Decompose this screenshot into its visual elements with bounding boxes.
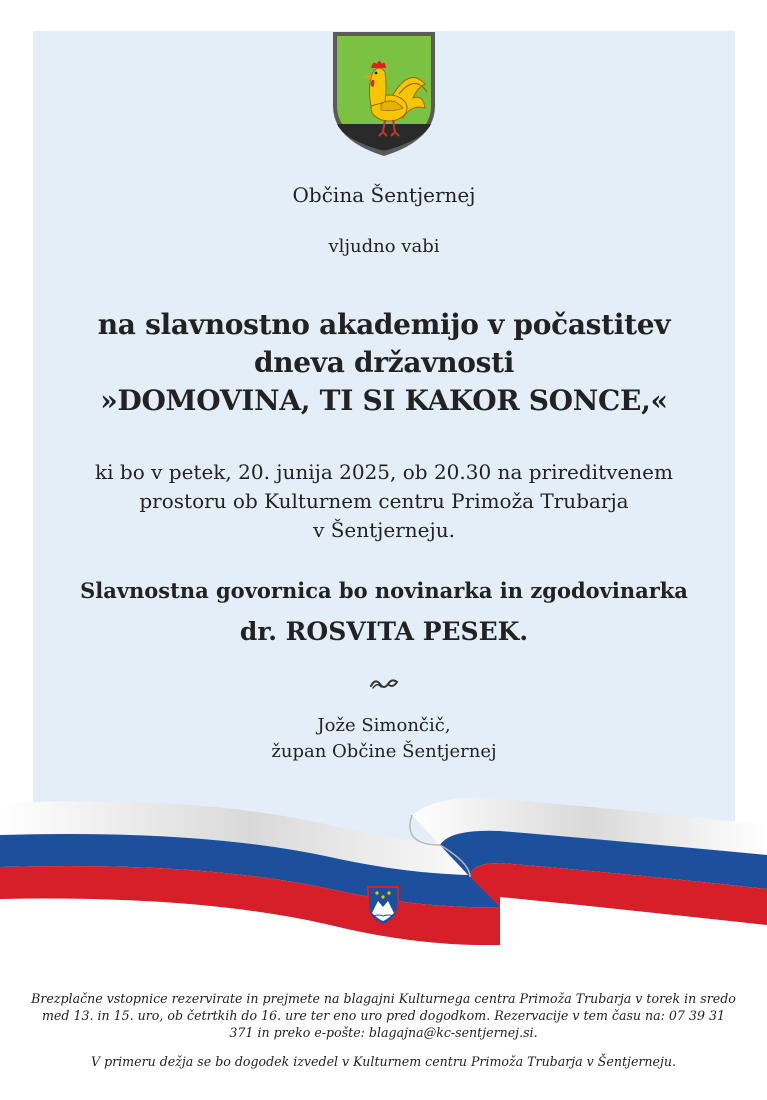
- ornament-icon: [369, 676, 399, 692]
- details-line-2: prostoru ob Kulturnem centru Primoža Trubarja: [139, 489, 629, 513]
- heading-line-2: dneva državnosti: [253, 346, 515, 379]
- details-line-3: v Šentjerneju.: [313, 518, 455, 542]
- event-heading: [33, 306, 735, 420]
- event-details: [33, 458, 735, 545]
- heading-line-1: na slavnostno akademijo v počastitev: [97, 308, 671, 341]
- invitation-phrase: vljudno vabi: [328, 236, 440, 257]
- coat-of-arms-rooster-icon: [329, 28, 439, 160]
- signer-name: Jože Simončič,: [317, 715, 451, 736]
- slovenian-flag-ribbon-icon: [0, 785, 767, 965]
- reservation-info: Brezplačne vstopnice rezervirate in prejmete na blagajni Kulturnega centra Primoža Trubarja v torek in sredo med 13. in 15. uro, ob četrtkih do 16. ure ter eno uro pred dogodkom. Rezervacije v tem času na: 07 39 31 371 in preko e-pošte: blagajna@kc-sentjernej.si.: [31, 991, 736, 1040]
- signature-block: [33, 713, 735, 765]
- speaker-intro: Slavnostna govornica bo novinarka in zgodovinarka: [80, 578, 688, 603]
- organization-name: Občina Šentjernej: [292, 183, 476, 207]
- rain-note: V primeru dežja se bo dogodek izvedel v Kulturnem centru Primoža Trubarja v Šentjerneju.: [90, 1054, 677, 1069]
- heading-line-3: »DOMOVINA, TI SI KAKOR SONCE,«: [100, 384, 668, 417]
- signer-title: župan Občine Šentjernej: [271, 741, 497, 762]
- details-line-1: ki bo v petek, 20. junija 2025, ob 20.30 na prireditvenem: [95, 460, 673, 484]
- speaker-name: dr. ROSVITA PESEK.: [239, 617, 529, 646]
